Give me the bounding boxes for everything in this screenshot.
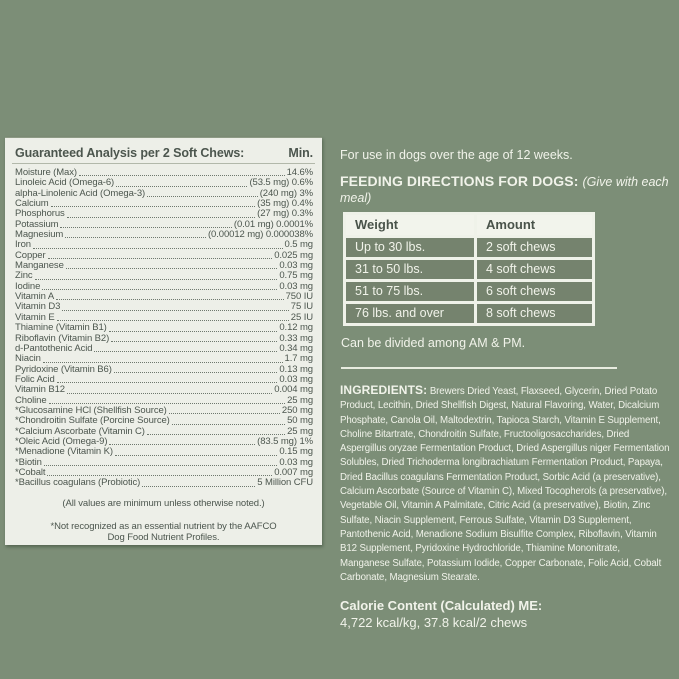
dotted-leader [49, 403, 286, 404]
feeding-directions-section [340, 144, 672, 630]
analysis-row [12, 302, 315, 312]
dotted-leader [115, 455, 277, 456]
analysis-row-label: Linoleic Acid (Omega-6) [15, 177, 115, 189]
analysis-row-label: Thiamine (Vitamin B1) [15, 322, 107, 334]
ingredients-text: Brewers Dried Yeast, Flaxseed, Glycerin, Dried Potato Product, Lecithin, Dried Shellfish Digest, Natural Flavoring, Water, Dicalcium Phosphate, Canola Oil, Maltodextrin, Tapioca Starch, Vitamin E Supplement, Choline Bitartrate, Chondroitin Sulfate, Fructooligosaccharides, Dried Aspergillus oryzae Fermentation Product, Dried Aspergillus niger Fermentation Solubles, Dried Trichoderma longibrachiatum Fermentation Product, Papaya, Dried Bacillus coagulans Fermentation Product, Sorbic Acid (a preservative), Calcium Ascorbate (Source of Vitamin C), Mixed Tocopherols (a preservative), Vegetable Oil, Vitamin A Palmitate, Citric Acid (a preservative), Biotin, Zinc Sulfate, Niacin Supplement, Ferrous Sulfate, Vitamin D3 Supplement, Pantothenic Acid, Menadione Sodium Bisulfite Complex, Riboflavin, Vitamin B12 Supplement, Pyridoxine Hydrochloride, Thiamine Mononitrate, Manganese Sulfate, Potassium Iodide, Copper Carbonate, Folic Acid, Cobalt Carbonate, Magnesium Stearate. [340, 386, 670, 583]
dotted-leader [67, 393, 272, 394]
analysis-row-value: 0.007 mg [274, 466, 313, 478]
feeding-weight-cell: 51 to 75 lbs. [345, 281, 476, 303]
analysis-row-value: 14.6% [286, 167, 313, 178]
analysis-row-value: 0.025 mg [274, 249, 313, 261]
aafco-footnote-line1: *Not recognized as an essential nutrient by the AAFCO [50, 520, 277, 532]
dotted-leader [47, 475, 272, 476]
analysis-row-label: Moisture (Max) [15, 167, 77, 178]
feeding-directions-title-text: FEEDING DIRECTIONS FOR DOGS: [340, 173, 579, 189]
aafco-footnote [12, 521, 315, 544]
analysis-row-label: Vitamin D3 [15, 301, 61, 313]
analysis-row [12, 344, 315, 354]
analysis-row-label: Phosphorus [15, 208, 65, 220]
analysis-row [12, 230, 315, 240]
dotted-leader [114, 372, 278, 373]
analysis-row-value: 0.13 mg [279, 363, 313, 375]
feeding-table-header-weight: Weight [345, 214, 476, 237]
feeding-weight-cell: 31 to 50 lbs. [345, 259, 476, 281]
feeding-table-header-amount: Amount [476, 214, 594, 237]
analysis-row-value: 25 mg [287, 394, 313, 406]
analysis-row-value: (240 mg) 3% [259, 187, 313, 199]
analysis-row-label: Folic Acid [15, 373, 55, 385]
feeding-weight-cell: 76 lbs. and over [345, 303, 476, 325]
analysis-row-value: (0.00012 mg) 0.000038% [207, 229, 313, 241]
analysis-row [12, 385, 315, 395]
analysis-row-label: Pyridoxine (Vitamin B6) [15, 363, 112, 375]
dotted-leader [94, 351, 277, 352]
analysis-row-label: Iodine [15, 280, 41, 292]
analysis-row-value: (0.01 mg) 0.0001% [233, 218, 313, 230]
analysis-row [12, 323, 315, 333]
analysis-row-label: *Cobalt [15, 466, 46, 478]
guaranteed-analysis-header [12, 146, 315, 164]
analysis-row-label: Calcium [15, 198, 49, 210]
feeding-table-row [345, 281, 594, 303]
analysis-row-value: 750 IU [285, 291, 313, 303]
analysis-row-label: *Calcium Ascorbate (Vitamin C) [15, 425, 145, 437]
analysis-row-value: 0.03 mg [279, 456, 313, 468]
analysis-row-label: Riboflavin (Vitamin B2) [15, 332, 110, 344]
analysis-rows [12, 168, 315, 489]
analysis-row-value: 0.34 mg [279, 342, 313, 354]
analysis-row-label: Manganese [15, 260, 64, 272]
feeding-table-row [345, 303, 594, 325]
analysis-row-label: Vitamin E [15, 311, 55, 323]
analysis-row-label: *Menadione (Vitamin K) [15, 446, 113, 458]
analysis-row-label: Magnesium [15, 229, 64, 241]
guaranteed-analysis-panel [5, 137, 322, 545]
feeding-table-body [345, 237, 594, 325]
analysis-row-value: (27 mg) 0.3% [257, 208, 313, 220]
analysis-row-value: 0.004 mg [274, 384, 313, 396]
analysis-row-value: 0.03 mg [279, 260, 313, 272]
analysis-row-value: 0.03 mg [279, 373, 313, 385]
dotted-leader [67, 217, 255, 218]
analysis-row [12, 365, 315, 375]
feeding-table-row [345, 237, 594, 259]
analysis-row-value: 75 IU [290, 301, 313, 313]
analysis-row-label: *Glucosamine HCl (Shellfish Source) [15, 404, 167, 416]
dotted-leader [60, 227, 231, 228]
dotted-leader [172, 424, 285, 425]
usage-statement: For use in dogs over the age of 12 weeks. [340, 148, 573, 162]
dotted-leader [66, 268, 278, 269]
dotted-leader [79, 175, 285, 176]
feeding-directions-title [340, 173, 672, 205]
ingredients-paragraph [340, 383, 672, 585]
dotted-leader [109, 331, 278, 332]
analysis-row [12, 458, 315, 468]
dotted-leader [169, 413, 280, 414]
min-column-header: Min. [288, 146, 313, 160]
analysis-row-label: *Bacillus coagulans (Probiotic) [15, 477, 141, 489]
analysis-row [12, 354, 315, 364]
dotted-leader [147, 196, 258, 197]
analysis-row-label: Niacin [15, 353, 41, 365]
dotted-leader [116, 186, 247, 187]
analysis-row-value: 1.7 mg [284, 353, 313, 365]
dotted-leader [57, 320, 289, 321]
dotted-leader [43, 362, 283, 363]
analysis-row-label: Choline [15, 394, 47, 406]
dotted-leader [42, 289, 277, 290]
feeding-amount-cell: 6 soft chews [476, 281, 594, 303]
analysis-row-value: 5 Million CFU [257, 477, 313, 489]
analysis-row-value: (83.5 mg) 1% [257, 435, 313, 447]
analysis-row-value: 250 mg [281, 404, 313, 416]
aafco-footnote-line2: Dog Food Nutrient Profiles. [107, 532, 220, 544]
analysis-row-label: *Oleic Acid (Omega-9) [15, 435, 108, 447]
feeding-amount-cell: 8 soft chews [476, 303, 594, 325]
analysis-row-value: (53.5 mg) 0.6% [249, 177, 313, 189]
dotted-leader [33, 248, 283, 249]
analysis-row-label: Vitamin B12 [15, 384, 65, 396]
dotted-leader [51, 206, 256, 207]
analysis-minimum-note: (All values are minimum unless otherwise noted.) [62, 497, 265, 509]
dotted-leader [56, 299, 284, 300]
analysis-row-label: Zinc [15, 270, 33, 282]
analysis-row [12, 271, 315, 281]
feeding-table-head [345, 214, 594, 237]
analysis-row-value: 0.03 mg [279, 280, 313, 292]
dotted-leader [147, 434, 285, 435]
analysis-row [12, 282, 315, 292]
guaranteed-analysis-title: Guaranteed Analysis per 2 Soft Chews: [15, 146, 245, 160]
ingredients-label: INGREDIENTS: [340, 383, 428, 397]
analysis-row-value: 0.33 mg [279, 332, 313, 344]
analysis-row-label: Iron [15, 239, 31, 251]
analysis-row-value: 0.75 mg [279, 270, 313, 282]
feeding-table-header-row [345, 214, 594, 237]
dotted-leader [109, 444, 255, 445]
analysis-row [12, 478, 315, 488]
dotted-leader [35, 279, 278, 280]
analysis-row-value: 0.15 mg [279, 446, 313, 458]
analysis-row-label: d-Pantothenic Acid [15, 342, 93, 354]
calorie-content-title: Calorie Content (Calculated) ME: [340, 598, 543, 614]
analysis-row-label: alpha-Linolenic Acid (Omega-3) [15, 187, 146, 199]
dotted-leader [111, 341, 277, 342]
analysis-row-value: 0.5 mg [284, 239, 313, 251]
dotted-leader [44, 465, 278, 466]
analysis-row-label: Copper [15, 249, 46, 261]
feeding-table-row [345, 259, 594, 281]
dotted-leader [65, 237, 206, 238]
analysis-row-label: *Biotin [15, 456, 42, 468]
dotted-leader [142, 486, 255, 487]
analysis-row-value: 0.12 mg [279, 322, 313, 334]
analysis-row-label: Vitamin A [15, 291, 55, 303]
feeding-table [343, 212, 595, 326]
analysis-row [12, 447, 315, 457]
dotted-leader [48, 258, 273, 259]
section-divider [341, 367, 617, 369]
feeding-directions-subtitle: (Give with each meal) [340, 175, 669, 205]
divided-note: Can be divided among AM & PM. [341, 336, 526, 350]
dotted-leader [57, 382, 278, 383]
analysis-row-label: *Chondroitin Sulfate (Porcine Source) [15, 415, 170, 427]
feeding-amount-cell: 2 soft chews [476, 237, 594, 259]
analysis-row-value: (35 mg) 0.4% [257, 198, 313, 210]
feeding-weight-cell: Up to 30 lbs. [345, 237, 476, 259]
analysis-row [12, 261, 315, 271]
feeding-amount-cell: 4 soft chews [476, 259, 594, 281]
analysis-row-value: 50 mg [287, 415, 313, 427]
analysis-row-label: Potassium [15, 218, 59, 230]
calorie-content-value: 4,722 kcal/kg, 37.8 kcal/2 chews [340, 615, 528, 631]
dotted-leader [62, 310, 288, 311]
analysis-row-value: 25 mg [287, 425, 313, 437]
analysis-row [12, 240, 315, 250]
analysis-row-value: 25 IU [290, 311, 313, 323]
